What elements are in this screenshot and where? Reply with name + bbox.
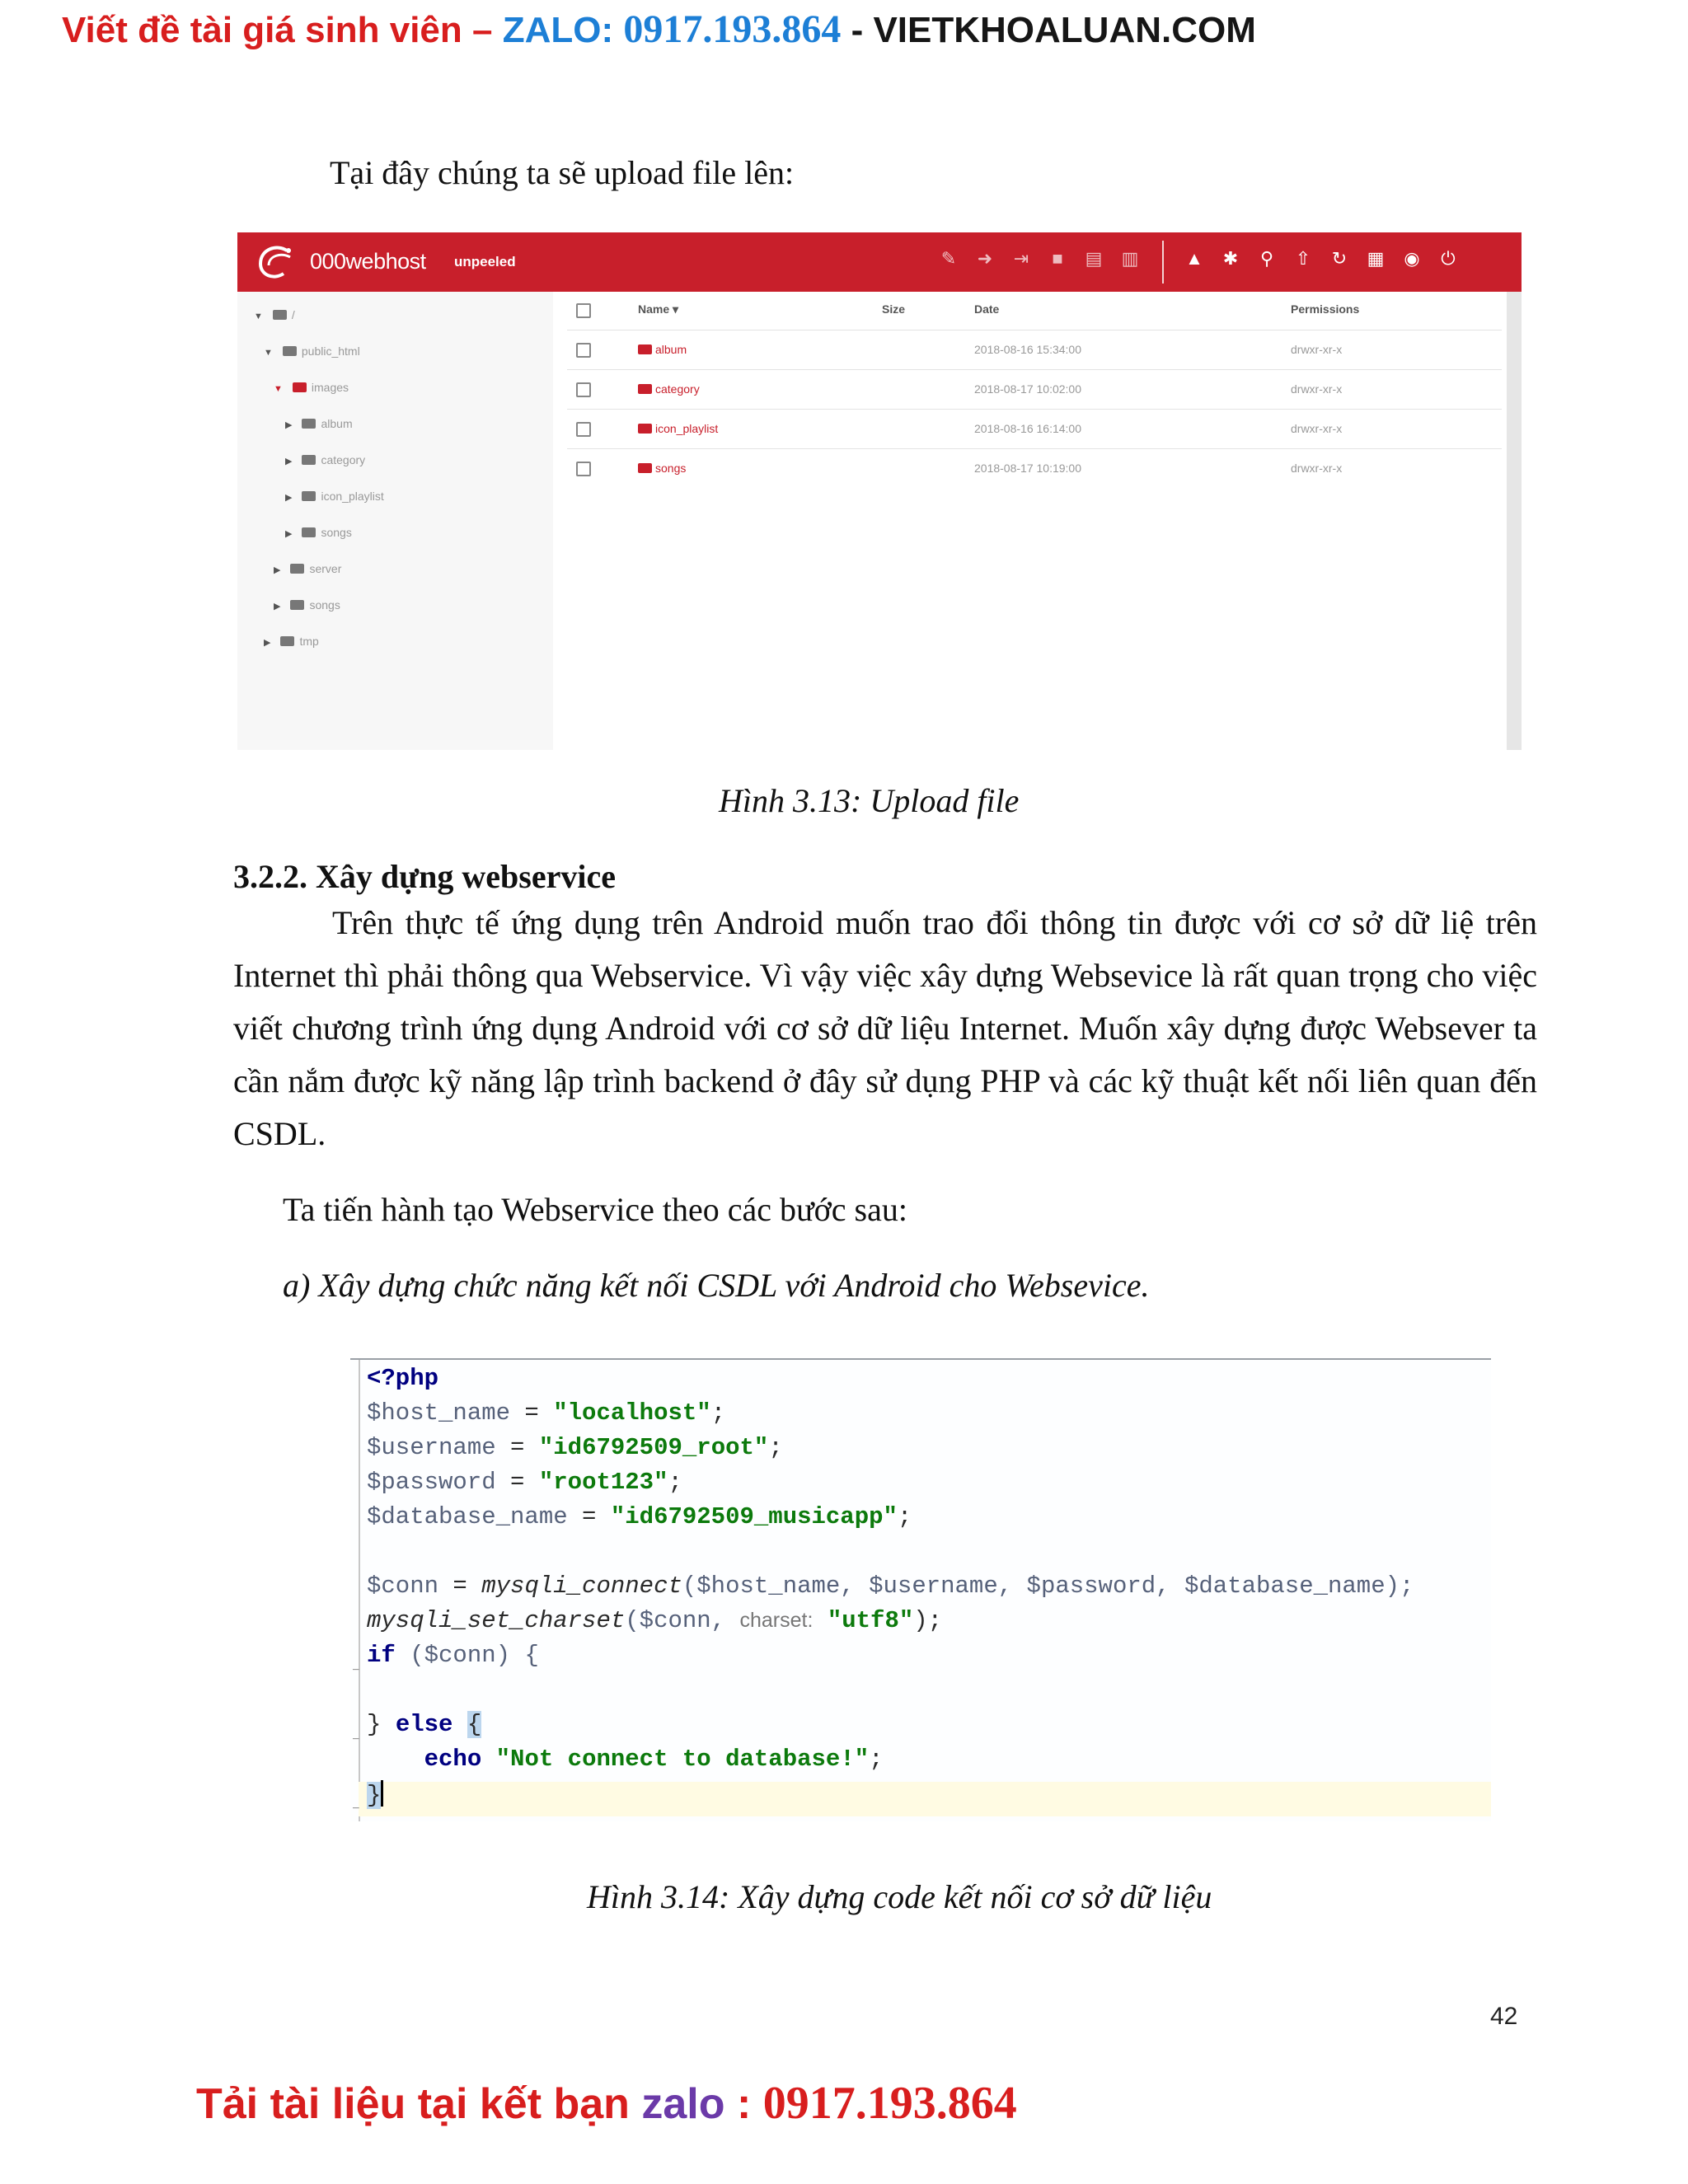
webhost-logo-icon [254, 242, 297, 282]
code-line-8: mysqli_set_charset($conn, charset: "utf8"); [367, 1607, 943, 1634]
new-file-icon[interactable]: ▲ [1185, 248, 1203, 269]
tree-item-images[interactable]: ▼ images [274, 381, 349, 394]
file-date: 2018-08-17 10:19:00 [974, 462, 1081, 475]
code-line-12: echo "Not connect to database!"; [424, 1746, 884, 1773]
php-code-figure [350, 1358, 1491, 1821]
webhost-topbar [237, 232, 1522, 292]
page-number: 42 [1490, 2003, 1518, 2030]
power-icon[interactable]: ⏻ [1441, 248, 1456, 269]
settings-icon[interactable]: ◉ [1404, 248, 1420, 269]
code-line-2: $host_name = "localhost"; [367, 1399, 726, 1427]
file-permissions: drwxr-xr-x [1291, 343, 1343, 356]
folder-icon [638, 384, 652, 394]
code-line-5: $database_name = "id6792509_musicapp"; [367, 1503, 912, 1530]
footer-zalo: zalo [641, 2080, 725, 2128]
webhost-screenshot [237, 232, 1522, 750]
toolbar-file-actions [940, 249, 1139, 269]
column-header-permissions[interactable]: Permissions [1291, 302, 1360, 316]
file-date: 2018-08-16 15:34:00 [974, 343, 1081, 356]
archive-icon[interactable]: ▤ [1085, 248, 1103, 269]
header-phone: 0917.193.864 [623, 7, 842, 51]
grid-icon[interactable]: ▦ [1367, 248, 1385, 269]
code-line-3: $username = "id6792509_root"; [367, 1434, 783, 1461]
trash-icon[interactable]: ▥ [1121, 248, 1139, 269]
column-header-name[interactable]: Name ▾ [638, 302, 679, 316]
file-name[interactable]: songs [638, 462, 686, 475]
search-icon[interactable]: ⚲ [1259, 248, 1274, 269]
folder-tree [237, 292, 553, 750]
paragraph-2: Ta tiến hành tạo Webservice theo các bước sau: [283, 1191, 907, 1228]
step-a: a) Xây dựng chức năng kết nối CSDL với Android cho Websevice. [283, 1267, 1150, 1304]
figure-caption-2: Hình 3.14: Xây dựng code kết nối cơ sở dữ liệu [587, 1878, 1212, 1915]
file-date: 2018-08-17 10:02:00 [974, 382, 1081, 396]
footer-banner: Tải tài liệu tại kết bạn zalo : 0917.193.864 [196, 2078, 1017, 2129]
tree-item-songs-root[interactable]: ▶ songs [274, 598, 340, 612]
folder-icon [638, 463, 652, 473]
file-permissions: drwxr-xr-x [1291, 422, 1343, 435]
row-checkbox[interactable] [576, 382, 591, 397]
code-line-1: <?php [367, 1365, 439, 1392]
tree-item-songs[interactable]: ▶ songs [285, 526, 352, 539]
section-heading: 3.2.2. Xây dựng webservice [233, 858, 616, 895]
file-name[interactable]: category [638, 382, 700, 396]
header-site: - VIETKHOALUAN.COM [841, 10, 1256, 50]
scrollbar[interactable] [1507, 292, 1522, 750]
code-line-11: } else { [367, 1711, 482, 1738]
tree-item-album[interactable]: ▶ album [285, 417, 353, 430]
tree-item-tmp[interactable]: ▶ tmp [264, 635, 319, 648]
select-all-checkbox[interactable] [576, 303, 591, 318]
code-line-9: if ($conn) { [367, 1642, 539, 1669]
fold-marker-icon[interactable]: − [352, 1802, 360, 1816]
refresh-icon[interactable]: ↻ [1331, 248, 1348, 269]
folder-icon [638, 424, 652, 434]
header-zalo: ZALO: [502, 10, 624, 50]
row-checkbox[interactable] [576, 343, 591, 358]
intro-text: Tại đây chúng ta sẽ upload file lên: [330, 154, 795, 191]
folder-icon [638, 344, 652, 354]
rename-icon[interactable]: ⇥ [1013, 248, 1029, 269]
toolbar-global-actions [1185, 249, 1457, 269]
figure-caption-1: Hình 3.13: Upload file [719, 782, 1020, 819]
code-gutter [350, 1360, 360, 1821]
lock-icon[interactable]: ■ [1052, 248, 1063, 269]
file-name[interactable]: icon_playlist [638, 422, 718, 435]
toolbar-separator [1162, 241, 1164, 284]
tree-item-public-html[interactable]: ▼ public_html [264, 344, 360, 358]
column-header-size[interactable]: Size [882, 302, 906, 316]
tree-item-category[interactable]: ▶ category [285, 453, 366, 466]
file-permissions: drwxr-xr-x [1291, 382, 1343, 396]
fold-marker-icon[interactable]: − [352, 1732, 360, 1747]
file-date: 2018-08-16 16:14:00 [974, 422, 1081, 435]
header-banner [62, 7, 1256, 52]
footer-text: Tải tài liệu tại kết bạn [196, 2080, 642, 2128]
upload-icon[interactable]: ⇧ [1295, 248, 1311, 269]
current-line-highlight [359, 1782, 1491, 1816]
file-permissions: drwxr-xr-x [1291, 462, 1343, 475]
tree-item-server[interactable]: ▶ server [274, 562, 342, 575]
paragraph-1: Trên thực tế ứng dụng trên Android muốn trao đổi thông tin được với cơ sở dữ liệ trên Internet thì phải thông qua Webservice. Vì vậy việc xây dựng Websevice là rất quan trọng cho việc viết chương trình ứng dụng Android với cơ sở dữ liệu Internet. Muốn xây dựng được Websever ta cần nắm được kỹ năng lập trình backend ở đây sử dụng PHP và các kỹ thuật kết nối liên quan đến CSDL. [233, 904, 1537, 1152]
webhost-brand: 000webhost [310, 249, 426, 274]
row-checkbox[interactable] [576, 422, 591, 437]
row-checkbox[interactable] [576, 462, 591, 476]
new-folder-icon[interactable]: ✱ [1222, 248, 1239, 269]
code-line-4: $password = "root123"; [367, 1469, 682, 1496]
tree-item-icon-playlist[interactable]: ▶ icon_playlist [285, 490, 384, 503]
parameter-hint: charset: [739, 1609, 814, 1632]
text-cursor [381, 1780, 383, 1807]
fold-marker-icon[interactable]: − [352, 1663, 360, 1678]
code-line-7: $conn = mysqli_connect($host_name, $username, $password, $database_name); [367, 1572, 1414, 1600]
tree-item-root[interactable]: ▼ / [254, 308, 295, 321]
header-text: Viết đề tài giá sinh viên – [62, 10, 503, 50]
footer-phone: 0917.193.864 [762, 2078, 1017, 2129]
code-line-13[interactable]: } [367, 1780, 383, 1809]
edit-icon[interactable]: ✎ [940, 248, 957, 269]
file-name[interactable]: album [638, 343, 687, 356]
column-header-date[interactable]: Date [974, 302, 1000, 316]
move-icon[interactable]: ➜ [977, 248, 993, 269]
webhost-site-name: unpeeled [454, 254, 516, 269]
